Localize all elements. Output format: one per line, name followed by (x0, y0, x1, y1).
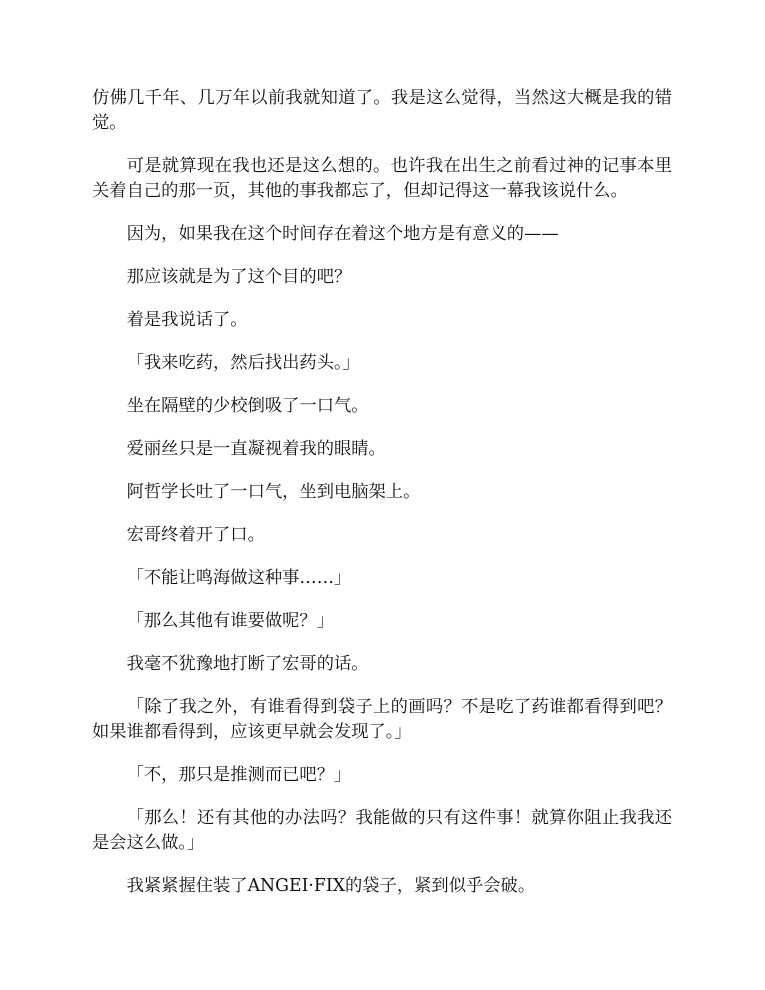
paragraph-17: 我紧紧握住装了ANGEI·FIX的袋子，紧到似乎会破。 (126, 876, 536, 896)
paragraph-16: 「那么！还有其他的办法吗？我能做的只有这件事！就算你阻止我我还是会这么做。」 (92, 808, 672, 853)
paragraph-11: 「不能让鸣海做这种事……」 (126, 568, 352, 588)
paragraph-6: 「我来吃药，然后找出药头。」 (126, 353, 360, 373)
paragraph-15: 「不，那只是推测而已吧？」 (126, 765, 352, 785)
paragraph-3: 因为，如果我在这个时间存在着这个地方是有意义的—— (126, 224, 559, 244)
paragraph-5: 着是我说话了。 (126, 310, 248, 330)
paragraph-9: 阿哲学长吐了一口气，坐到电脑架上。 (126, 482, 421, 502)
paragraph-8: 爱丽丝只是一直凝视着我的眼睛。 (126, 439, 386, 459)
paragraph-10: 宏哥终着开了口。 (126, 525, 265, 545)
paragraph-14: 「除了我之外，有谁看得到袋子上的画吗？不是吃了药谁都看得到吧？如果谁都看得到，应该更早就会发现了。」 (92, 697, 672, 742)
document-page (92, 86, 672, 917)
paragraph-2: 可是就算现在我也还是这么想的。也许我在出生之前看过神的记事本里关着自己的那一页，其他的事我都忘了，但却记得这一幕我该说什么。 (92, 156, 672, 201)
paragraph-1: 仿佛几千年、几万年以前我就知道了。我是这么觉得，当然这大概是我的错觉。 (92, 88, 672, 133)
paragraph-13: 我毫不犹豫地打断了宏哥的话。 (126, 654, 369, 674)
paragraph-12: 「那么其他有谁要做呢？」 (126, 611, 334, 631)
paragraph-4: 那应该就是为了这个目的吧？ (126, 267, 352, 287)
paragraph-7: 坐在隔壁的少校倒吸了一口气。 (126, 396, 369, 416)
